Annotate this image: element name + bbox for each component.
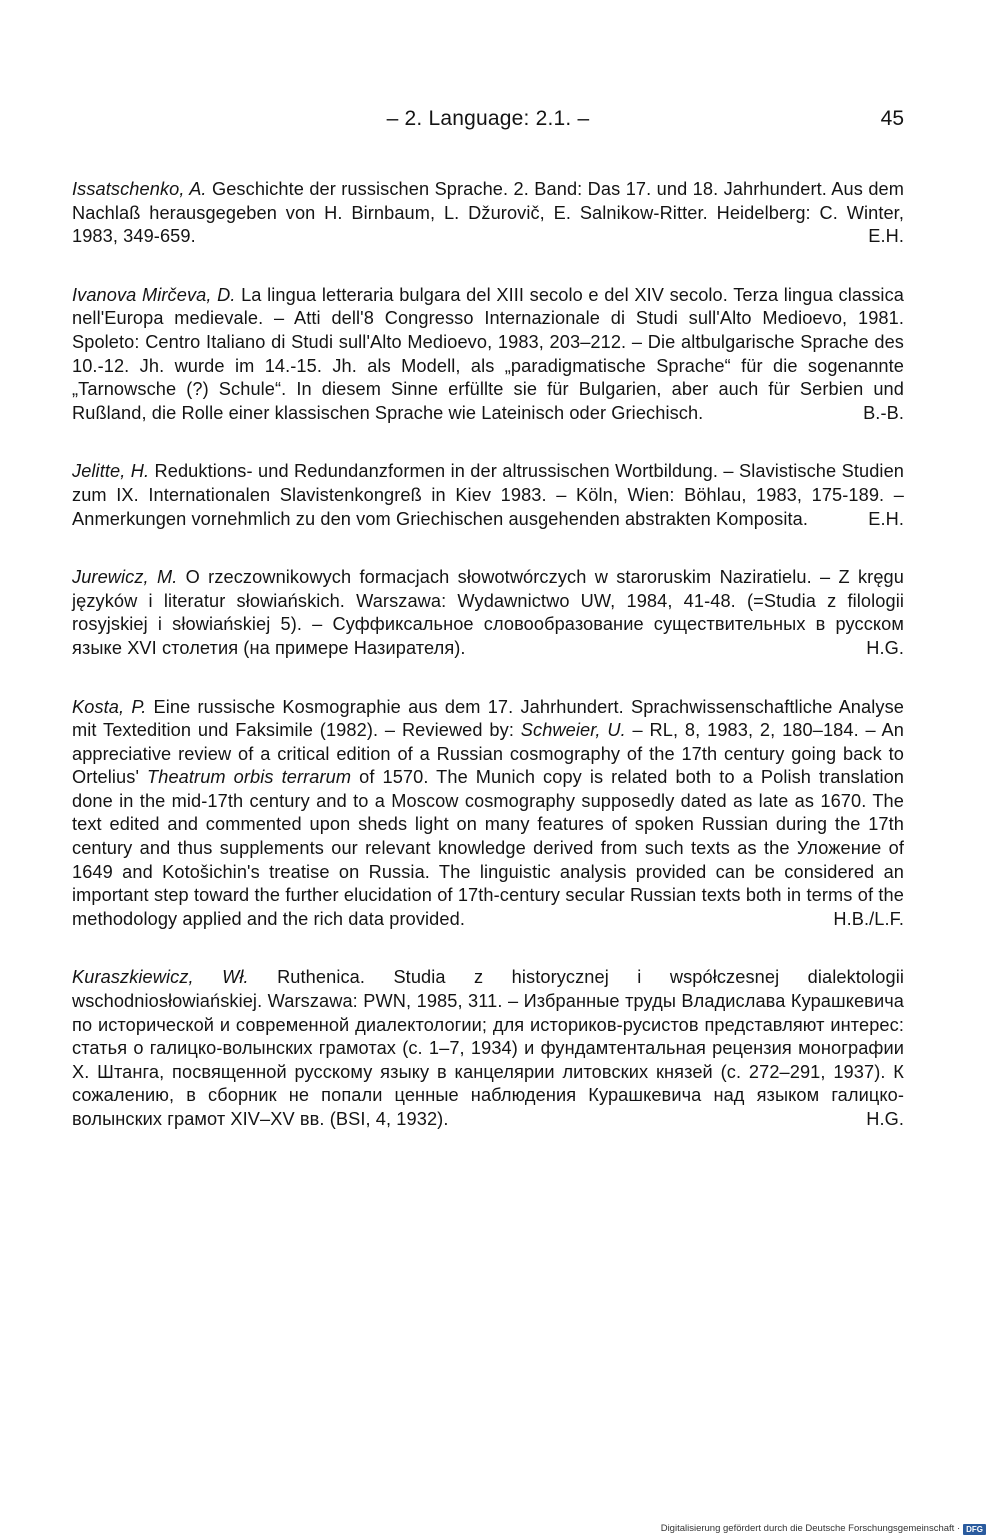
- entry-author: Jurewicz, M.: [72, 567, 178, 588]
- reviewer-initials: E.H.: [868, 508, 904, 529]
- entry-text: Ruthenica. Studia z historycznej i współczesnej dialektologii wschodniosłowiańskiej. Warszawa: PWN, 1985, 311. – Избранные труды Владислава Курашкевича по исторической и современной диалектологии; для историков-русистов представляют интерес: статья о галицко-волынских грамотах (с. 1–7, 1934) и фундамтентальная рецензия монографии Х. Штанга, посвященной русскому языку в канцелярии литовских князей (с. 272–291, 1937). К сожалению, в сборник не попали ценные наблюдения Курашкевича над языком галицко-волынских грамот XIV–XV вв. (BSI, 4, 1932).: [72, 967, 904, 1129]
- bibliography-entry: [72, 566, 904, 660]
- entry-text: La lingua letteraria bulgara del XIII secolo e del XIV secolo. Terza lingua classica nell'Europa medievale. – Atti dell'8 Congresso Internazionale di Studi sull'Alto Medioevo, 1981. Spoleto: Centro Italiano di Studi sull'Alto Medioevo, 1983, 203–212. – Die altbulgarische Sprache des 10.-12. Jh. wurde im 14.-15. Jh. als Modell, als „paradigmatische Sprache“ für die sogenannte „Tarnowsche (?) Schule“. In diesem Sinne erfüllte sie für Bulgarien, aber auch für Serbien und Rußland, die Rolle einer klassischen Sprache wie Lateinisch oder Griechisch.: [72, 284, 904, 423]
- bibliography-entry: [72, 178, 904, 249]
- bibliography-entry: [72, 284, 904, 426]
- entry-text: Geschichte der russischen Sprache. 2. Band: Das 17. und 18. Jahrhundert. Aus dem Nachlaß herausgegeben von H. Birnbaum, L. Džurovič, E. Salnikow-Ritter. Heidelberg: C. Winter, 1983, 349-659.: [72, 179, 904, 247]
- reviewer-initials: B.-B.: [863, 402, 904, 423]
- reviewer-initials: H.G.: [866, 1109, 904, 1129]
- reviewer-initials: H.G.: [866, 637, 904, 658]
- running-title: – 2. Language: 2.1. –: [386, 107, 590, 130]
- bibliography-entry: [72, 460, 904, 531]
- digitization-footer: [661, 1522, 986, 1536]
- bibliography-entry: [72, 696, 904, 932]
- entry-author: Issatschenko, A.: [72, 179, 207, 199]
- page-number: 45: [880, 107, 904, 130]
- entry-text: Reduktions- und Redundanzformen in der altrussischen Wortbildung. – Slavistische Studien zum IX. Internationalen Slavistenkongreß in Kiev 1983. – Köln, Wien: Böhlau, 1983, 175-189. – Anmerkungen vornehmlich zu den vom Griechischen ausgehenden abstrakten Komposita.: [72, 461, 904, 529]
- entry-reviewer-name: Schweier, U.: [520, 720, 626, 741]
- dfg-logo: DFG: [963, 1524, 986, 1535]
- entry-author: Kuraszkiewicz, Wł.: [72, 967, 249, 988]
- bibliography-entry: [72, 966, 904, 1131]
- reviewer-initials: E.H.: [868, 226, 904, 247]
- entry-text: – RL, 8, 1983, 2, 180–184. – An appreciative review of a critical edition of a Russian cosmography of the 17th century going back to Ortelius': [72, 720, 904, 788]
- entry-text: of 1570. The Munich copy is related both to a Polish translation done in the mid-17th century and to a Moscow cosmography supposedly dated as late as 1670. The text edited and commented upon sheds light on many features of spoken Russian during the 17th century and thus supplements our relevant knowledge derived from such texts as the Уложение of 1649 and Kotošichin's treatise on Russia. The linguistic analysis provided can be considered an important step toward the further elucidation of 17th-century secular Russian texts both in terms of the methodology applied and the rich data provided.: [72, 767, 905, 929]
- entry-text: O rzeczownikowych formacjach słowotwórczych w staroruskim Naziratielu. – Z kręgu języków i literatur słowiańskich. Warszawa: Wydawnictwo UW, 1984, 41-48. (=Studia z filologii rosyjskiej i słowiańskiej 5). – Суффиксальное словообразование существительных в русском языке XVI столетия (на примере Назирателя).: [72, 567, 904, 658]
- bibliography-entries: [72, 178, 904, 1167]
- entry-author: Ivanova Mirčeva, D.: [72, 284, 236, 305]
- footer-text: Digitalisierung gefördert durch die Deutsche Forschungsgemeinschaft ·: [660, 1523, 961, 1534]
- entry-work-title: Theatrum orbis terrarum: [147, 767, 352, 788]
- reviewer-initials: H.B./L.F.: [833, 908, 904, 929]
- entry-text: Eine russische Kosmographie aus dem 17. Jahrhundert. Sprachwissenschaftliche Analyse mit Textedition und Faksimile (1982). – Reviewed by:: [72, 696, 904, 741]
- running-head: [72, 104, 904, 134]
- entry-author: Kosta, P.: [72, 696, 147, 717]
- entry-author: Jelitte, H.: [72, 461, 150, 482]
